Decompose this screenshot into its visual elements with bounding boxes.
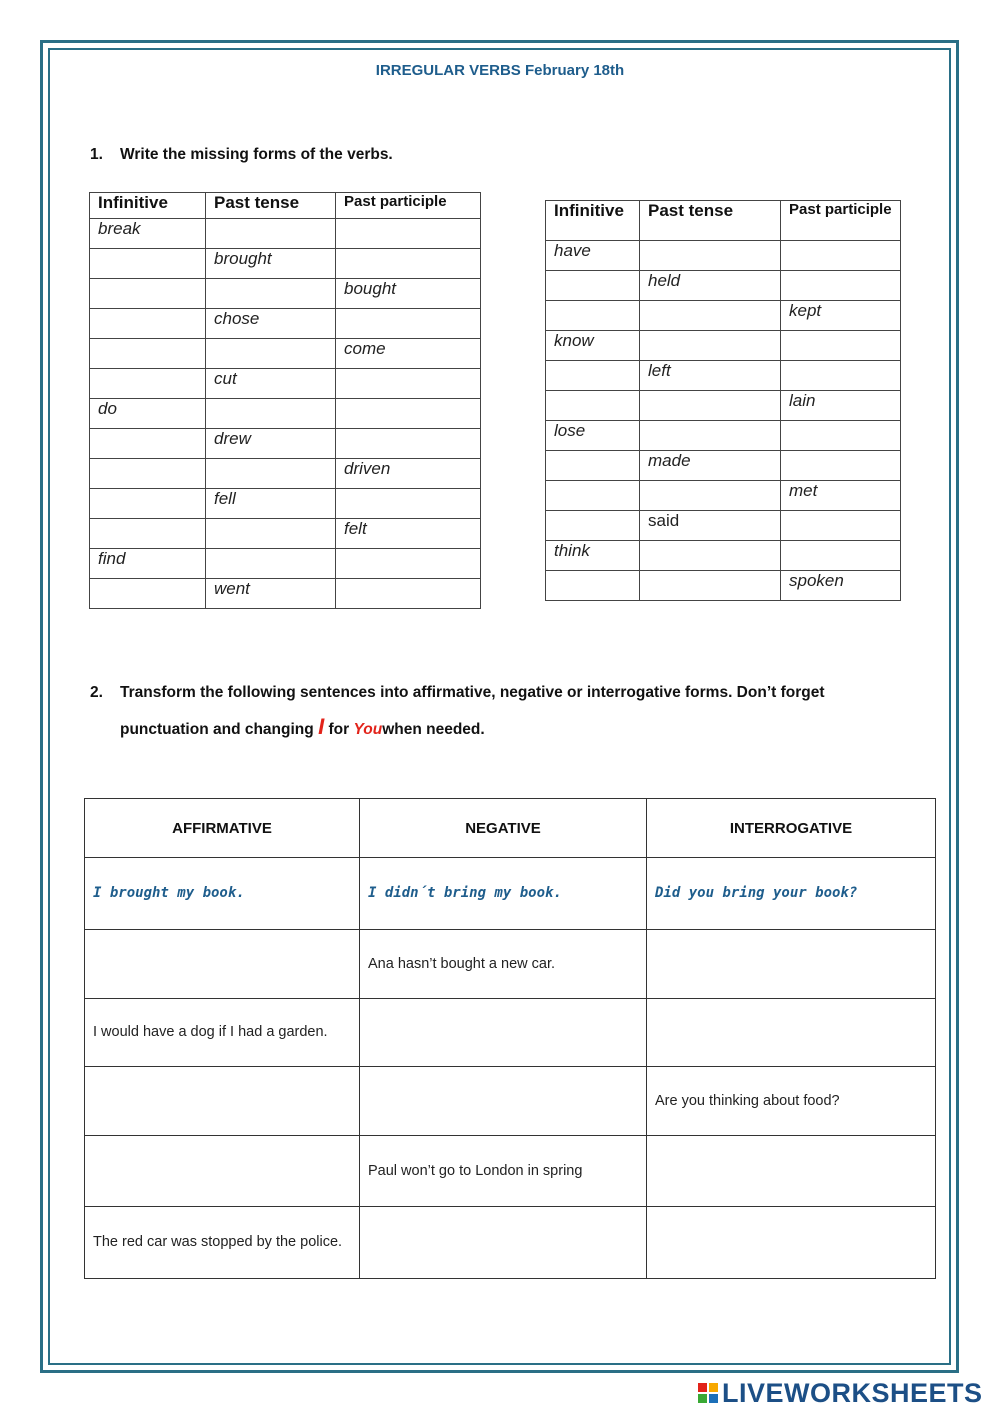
blank-infinitive-cell[interactable] <box>546 391 640 421</box>
blank-past-participle-cell[interactable] <box>336 399 481 429</box>
blank-past-tense-cell[interactable] <box>206 549 336 579</box>
liveworksheets-logo <box>698 1377 983 1409</box>
past-participle-cell: lain <box>781 391 901 421</box>
blank-infinitive-cell[interactable] <box>90 249 206 279</box>
verb-row <box>546 391 901 421</box>
blank-past-participle-cell[interactable] <box>336 429 481 459</box>
verb-row <box>90 339 481 369</box>
verb-row <box>546 331 901 361</box>
blank-past-tense-cell[interactable] <box>640 391 781 421</box>
infinitive-cell: find <box>90 549 206 579</box>
past-tense-cell: made <box>640 451 781 481</box>
header-infinitive: Infinitive <box>546 201 640 241</box>
blank-past-tense-cell[interactable] <box>640 301 781 331</box>
verb-row <box>546 541 901 571</box>
highlight-i: I <box>318 714 325 739</box>
blank-interrogative-cell[interactable] <box>647 1207 936 1279</box>
verb-row <box>90 579 481 609</box>
blank-past-participle-cell[interactable] <box>781 451 901 481</box>
past-tense-cell: left <box>640 361 781 391</box>
blank-interrogative-cell[interactable] <box>647 930 936 999</box>
blank-infinitive-cell[interactable] <box>90 339 206 369</box>
verb-row <box>90 429 481 459</box>
header-past-tense: Past tense <box>640 201 781 241</box>
blank-past-participle-cell[interactable] <box>781 331 901 361</box>
blank-past-participle-cell[interactable] <box>781 361 901 391</box>
past-participle-cell: met <box>781 481 901 511</box>
blank-past-participle-cell[interactable] <box>781 421 901 451</box>
logo-text: LIVEWORKSHEETS <box>722 1377 983 1408</box>
example-interrogative: Did you bring your book? <box>647 858 936 930</box>
past-tense-cell: brought <box>206 249 336 279</box>
blank-interrogative-cell[interactable] <box>647 1136 936 1207</box>
sentence-row <box>85 1207 936 1279</box>
past-tense-cell: cut <box>206 369 336 399</box>
infinitive-cell: have <box>546 241 640 271</box>
blank-affirmative-cell[interactable] <box>85 1136 360 1207</box>
verb-row <box>90 279 481 309</box>
example-negative: I didn´t bring my book. <box>360 858 647 930</box>
exercise-2-instruction-line-2 <box>120 714 485 740</box>
past-tense-cell: drew <box>206 429 336 459</box>
affirmative-sentence: I would have a dog if I had a garden. <box>85 999 360 1067</box>
blank-infinitive-cell[interactable] <box>546 571 640 601</box>
verb-row <box>90 549 481 579</box>
exercise-2-number: 2. <box>90 684 103 701</box>
sentence-row <box>85 999 936 1067</box>
blank-past-tense-cell[interactable] <box>640 571 781 601</box>
blank-infinitive-cell[interactable] <box>90 369 206 399</box>
blank-infinitive-cell[interactable] <box>90 429 206 459</box>
verb-row <box>546 241 901 271</box>
verb-row <box>90 219 481 249</box>
past-participle-cell: kept <box>781 301 901 331</box>
exercise-2-text-post: when needed. <box>382 721 485 738</box>
blank-past-tense-cell[interactable] <box>206 339 336 369</box>
header-affirmative: AFFIRMATIVE <box>85 799 360 858</box>
exercise-2-text-for: for <box>328 721 350 738</box>
sentence-row <box>85 1067 936 1136</box>
blank-negative-cell[interactable] <box>360 999 647 1067</box>
blank-infinitive-cell[interactable] <box>90 309 206 339</box>
exercise-2-text-pre: punctuation and changing <box>120 721 314 738</box>
blank-interrogative-cell[interactable] <box>647 999 936 1067</box>
blank-past-participle-cell[interactable] <box>781 511 901 541</box>
highlight-you: You <box>353 721 383 738</box>
header-past-tense: Past tense <box>206 193 336 219</box>
exercise-2-instruction-line-1 <box>90 684 825 702</box>
exercise-1-instruction <box>90 146 393 164</box>
blank-infinitive-cell[interactable] <box>90 279 206 309</box>
infinitive-cell: think <box>546 541 640 571</box>
past-participle-cell: spoken <box>781 571 901 601</box>
example-row <box>85 858 936 930</box>
verb-row <box>546 571 901 601</box>
blank-past-participle-cell[interactable] <box>336 219 481 249</box>
blank-past-participle-cell[interactable] <box>336 549 481 579</box>
exercise-1-text: Write the missing forms of the verbs. <box>120 146 393 163</box>
blank-past-tense-cell[interactable] <box>640 481 781 511</box>
blank-past-participle-cell[interactable] <box>336 579 481 609</box>
verb-row <box>546 301 901 331</box>
past-tense-cell: held <box>640 271 781 301</box>
blank-infinitive-cell[interactable] <box>546 301 640 331</box>
sentence-row <box>85 1136 936 1207</box>
verb-table-right <box>545 200 901 601</box>
verb-table-left <box>89 192 481 609</box>
blank-past-participle-cell[interactable] <box>336 249 481 279</box>
blank-past-tense-cell[interactable] <box>640 541 781 571</box>
blank-infinitive-cell[interactable] <box>546 271 640 301</box>
verb-row <box>546 421 901 451</box>
infinitive-cell: break <box>90 219 206 249</box>
exercise-2-text: Transform the following sentences into affirmative, negative or interrogative forms. Don’t forget <box>120 684 825 701</box>
example-affirmative: I brought my book. <box>85 858 360 930</box>
negative-sentence: Ana hasn’t bought a new car. <box>360 930 647 999</box>
transform-table <box>84 798 936 1279</box>
verb-row <box>546 361 901 391</box>
infinitive-cell: lose <box>546 421 640 451</box>
worksheet-title: IRREGULAR VERBS February 18th <box>375 62 625 79</box>
verb-row <box>90 249 481 279</box>
blank-past-tense-cell[interactable] <box>206 399 336 429</box>
blank-past-participle-cell[interactable] <box>781 241 901 271</box>
affirmative-sentence: The red car was stopped by the police. <box>85 1207 360 1279</box>
header-past-participle: Past participle <box>336 193 481 219</box>
verb-row <box>90 309 481 339</box>
sentence-row <box>85 930 936 999</box>
blank-affirmative-cell[interactable] <box>85 930 360 999</box>
header-interrogative: INTERROGATIVE <box>647 799 936 858</box>
blank-past-participle-cell[interactable] <box>336 489 481 519</box>
blank-past-tense-cell[interactable] <box>640 241 781 271</box>
verb-row <box>546 481 901 511</box>
blank-past-tense-cell[interactable] <box>206 279 336 309</box>
verb-row <box>546 511 901 541</box>
blank-past-tense-cell[interactable] <box>206 519 336 549</box>
past-participle-cell: driven <box>336 459 481 489</box>
past-participle-cell: come <box>336 339 481 369</box>
past-tense-cell: chose <box>206 309 336 339</box>
past-tense-cell: went <box>206 579 336 609</box>
interrogative-sentence: Are you thinking about food? <box>647 1067 936 1136</box>
blank-infinitive-cell[interactable] <box>546 361 640 391</box>
blank-infinitive-cell[interactable] <box>90 519 206 549</box>
blank-infinitive-cell[interactable] <box>90 489 206 519</box>
blank-infinitive-cell[interactable] <box>546 451 640 481</box>
blank-past-participle-cell[interactable] <box>781 541 901 571</box>
past-tense-cell: said <box>640 511 781 541</box>
blank-past-participle-cell[interactable] <box>781 271 901 301</box>
blank-past-participle-cell[interactable] <box>336 309 481 339</box>
verb-row <box>546 271 901 301</box>
infinitive-cell: know <box>546 331 640 361</box>
blank-past-tense-cell[interactable] <box>640 421 781 451</box>
logo-icon <box>698 1383 718 1403</box>
verb-row <box>546 451 901 481</box>
infinitive-cell: do <box>90 399 206 429</box>
blank-past-participle-cell[interactable] <box>336 369 481 399</box>
verb-row <box>90 489 481 519</box>
past-participle-cell: felt <box>336 519 481 549</box>
blank-past-tense-cell[interactable] <box>206 459 336 489</box>
blank-infinitive-cell[interactable] <box>90 459 206 489</box>
past-tense-cell: fell <box>206 489 336 519</box>
header-infinitive: Infinitive <box>90 193 206 219</box>
blank-infinitive-cell[interactable] <box>90 579 206 609</box>
blank-past-tense-cell[interactable] <box>206 219 336 249</box>
exercise-1-number: 1. <box>90 146 103 163</box>
past-participle-cell: bought <box>336 279 481 309</box>
verb-row <box>90 519 481 549</box>
blank-past-tense-cell[interactable] <box>640 331 781 361</box>
verb-row <box>90 399 481 429</box>
blank-infinitive-cell[interactable] <box>546 511 640 541</box>
blank-infinitive-cell[interactable] <box>546 481 640 511</box>
verb-row <box>90 369 481 399</box>
blank-negative-cell[interactable] <box>360 1207 647 1279</box>
negative-sentence: Paul won’t go to London in spring <box>360 1136 647 1207</box>
header-negative: NEGATIVE <box>360 799 647 858</box>
blank-affirmative-cell[interactable] <box>85 1067 360 1136</box>
verb-row <box>90 459 481 489</box>
header-past-participle: Past participle <box>781 201 901 241</box>
blank-negative-cell[interactable] <box>360 1067 647 1136</box>
